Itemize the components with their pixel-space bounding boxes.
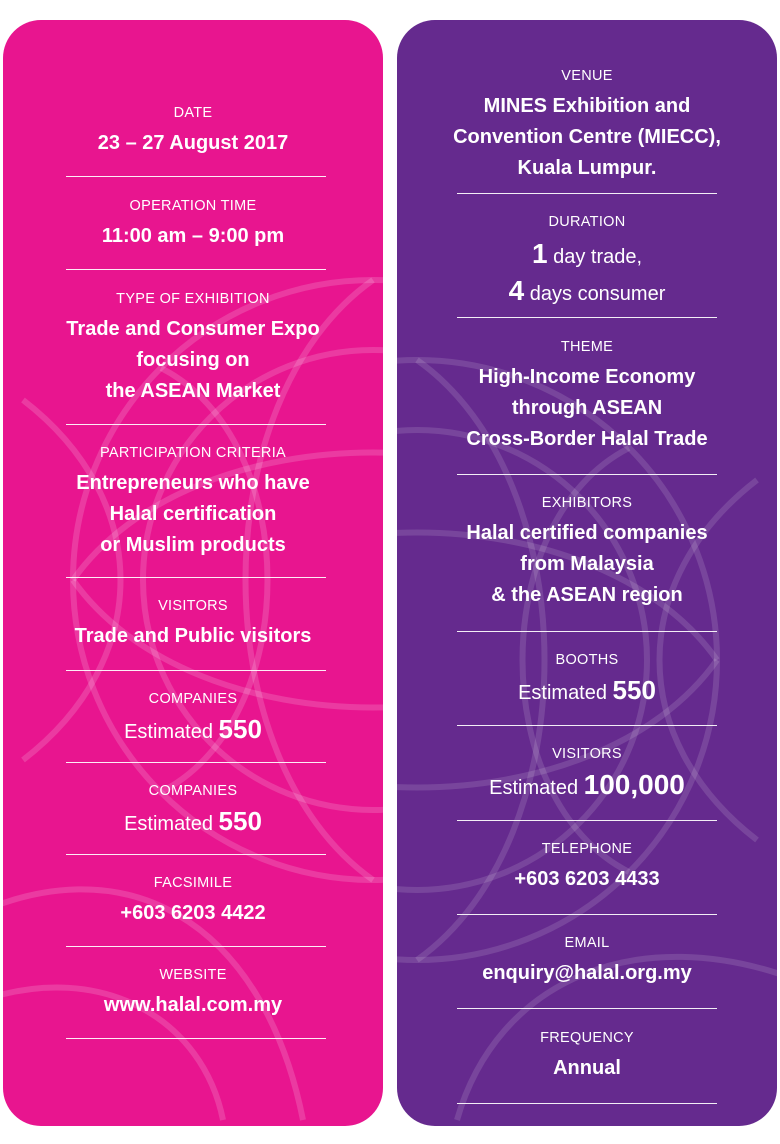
exhibitors-line: Halal certified companies	[466, 522, 708, 544]
companies-section	[3, 690, 383, 748]
booths-section	[397, 651, 777, 709]
estimated-prefix: Estimated	[489, 777, 584, 799]
divider	[457, 820, 717, 821]
estimated-prefix: Estimated	[124, 813, 219, 835]
exhibition-type-section	[3, 290, 383, 407]
divider	[457, 1103, 717, 1104]
duration-label: DURATION	[548, 214, 626, 230]
trade-days-text: day trade,	[547, 246, 643, 268]
exhibitors-value	[397, 518, 777, 611]
criteria-line: or Muslim products	[100, 534, 286, 556]
exhibitors-label: EXHIBITORS	[541, 495, 633, 511]
visitors-value: Trade and Public visitors	[74, 625, 312, 647]
theme-line: High-Income Economy	[478, 366, 696, 388]
date-value: 23 – 27 August 2017	[97, 132, 289, 154]
duration-value	[397, 237, 777, 311]
email-section	[397, 934, 777, 989]
divider	[457, 193, 717, 194]
facsimile-section	[3, 874, 383, 929]
duration-consumer-line	[397, 274, 777, 311]
divider	[66, 762, 326, 763]
operation-time-label: OPERATION TIME	[129, 198, 257, 214]
companies-number: 550	[218, 714, 262, 744]
companies-value	[3, 714, 383, 748]
consumer-days-number: 4	[508, 275, 525, 306]
frequency-value: Annual	[553, 1057, 621, 1079]
divider	[66, 670, 326, 671]
venue-section	[397, 67, 777, 184]
telephone-label: TELEPHONE	[541, 841, 633, 857]
theme-value	[397, 362, 777, 455]
duration-trade-line	[397, 237, 777, 274]
divider	[66, 577, 326, 578]
companies-value	[3, 806, 383, 840]
participation-criteria-label: PARTICIPATION CRITERIA	[100, 445, 286, 461]
companies-number: 550	[218, 806, 262, 836]
website-label: WEBSITE	[159, 967, 227, 983]
visitors-section	[3, 597, 383, 652]
divider	[457, 1008, 717, 1009]
theme-line: through ASEAN	[511, 397, 663, 419]
website-link[interactable]: www.halal.com.my	[103, 994, 283, 1016]
venue-line: MINES Exhibition and	[483, 95, 691, 117]
divider	[457, 914, 717, 915]
frequency-label: FREQUENCY	[540, 1030, 634, 1046]
criteria-line: Halal certification	[109, 503, 277, 525]
telephone-section	[397, 840, 777, 895]
consumer-days-text: days consumer	[524, 283, 666, 305]
theme-line: Cross-Border Halal Trade	[466, 428, 708, 450]
companies-label: COMPANIES	[148, 783, 238, 799]
left-info-panel	[3, 20, 383, 1126]
exhibitors-section	[397, 494, 777, 611]
facsimile-label: FACSIMILE	[153, 875, 233, 891]
exhibitors-line: from Malaysia	[520, 553, 654, 575]
divider	[457, 317, 717, 318]
estimated-prefix: Estimated	[518, 682, 613, 704]
divider	[457, 725, 717, 726]
visitors-number: 100,000	[583, 769, 685, 800]
booths-value	[397, 675, 777, 709]
right-info-panel	[397, 20, 777, 1126]
participation-criteria-value	[3, 468, 383, 561]
date-section	[3, 104, 383, 159]
estimated-prefix: Estimated	[124, 721, 219, 743]
divider	[457, 631, 717, 632]
operation-time-section	[3, 197, 383, 252]
venue-line: Convention Centre (MIECC),	[453, 126, 721, 148]
exhibition-type-value	[3, 314, 383, 407]
facsimile-value: +603 6203 4422	[120, 902, 266, 924]
telephone-value: +603 6203 4433	[514, 868, 660, 890]
criteria-line: Entrepreneurs who have	[76, 472, 310, 494]
email-label: EMAIL	[564, 935, 610, 951]
exhibition-type-label: TYPE OF EXHIBITION	[116, 291, 270, 307]
frequency-section	[397, 1029, 777, 1084]
floral-pattern-decoration	[3, 20, 383, 1126]
venue-line: Kuala Lumpur.	[517, 157, 657, 179]
duration-section	[397, 213, 777, 311]
divider	[66, 1038, 326, 1039]
theme-label: THEME	[560, 339, 614, 355]
divider	[66, 424, 326, 425]
operation-time-value: 11:00 am – 9:00 pm	[101, 225, 285, 247]
visitors-label: VISITORS	[158, 598, 228, 614]
booths-label: BOOTHS	[555, 652, 619, 668]
website-section	[3, 966, 383, 1021]
venue-label: VENUE	[561, 68, 613, 84]
theme-section	[397, 338, 777, 455]
divider	[66, 269, 326, 270]
booths-number: 550	[612, 675, 656, 705]
trade-days-number: 1	[531, 238, 548, 269]
participation-criteria-section	[3, 444, 383, 561]
divider	[66, 946, 326, 947]
divider	[66, 176, 326, 177]
companies-section	[3, 782, 383, 840]
exhibitors-line: & the ASEAN region	[491, 584, 683, 606]
exhibition-type-line: Trade and Consumer Expo	[66, 318, 320, 340]
exhibition-type-line: the ASEAN Market	[105, 380, 281, 402]
exhibition-type-line: focusing on	[136, 349, 250, 371]
divider	[66, 854, 326, 855]
divider	[457, 474, 717, 475]
date-label: DATE	[173, 105, 213, 121]
visitors-section	[397, 745, 777, 804]
visitors-value	[397, 769, 777, 804]
companies-label: COMPANIES	[148, 691, 238, 707]
venue-value	[397, 91, 777, 184]
email-link[interactable]: enquiry@halal.org.my	[482, 962, 692, 984]
visitors-label: VISITORS	[552, 746, 622, 762]
